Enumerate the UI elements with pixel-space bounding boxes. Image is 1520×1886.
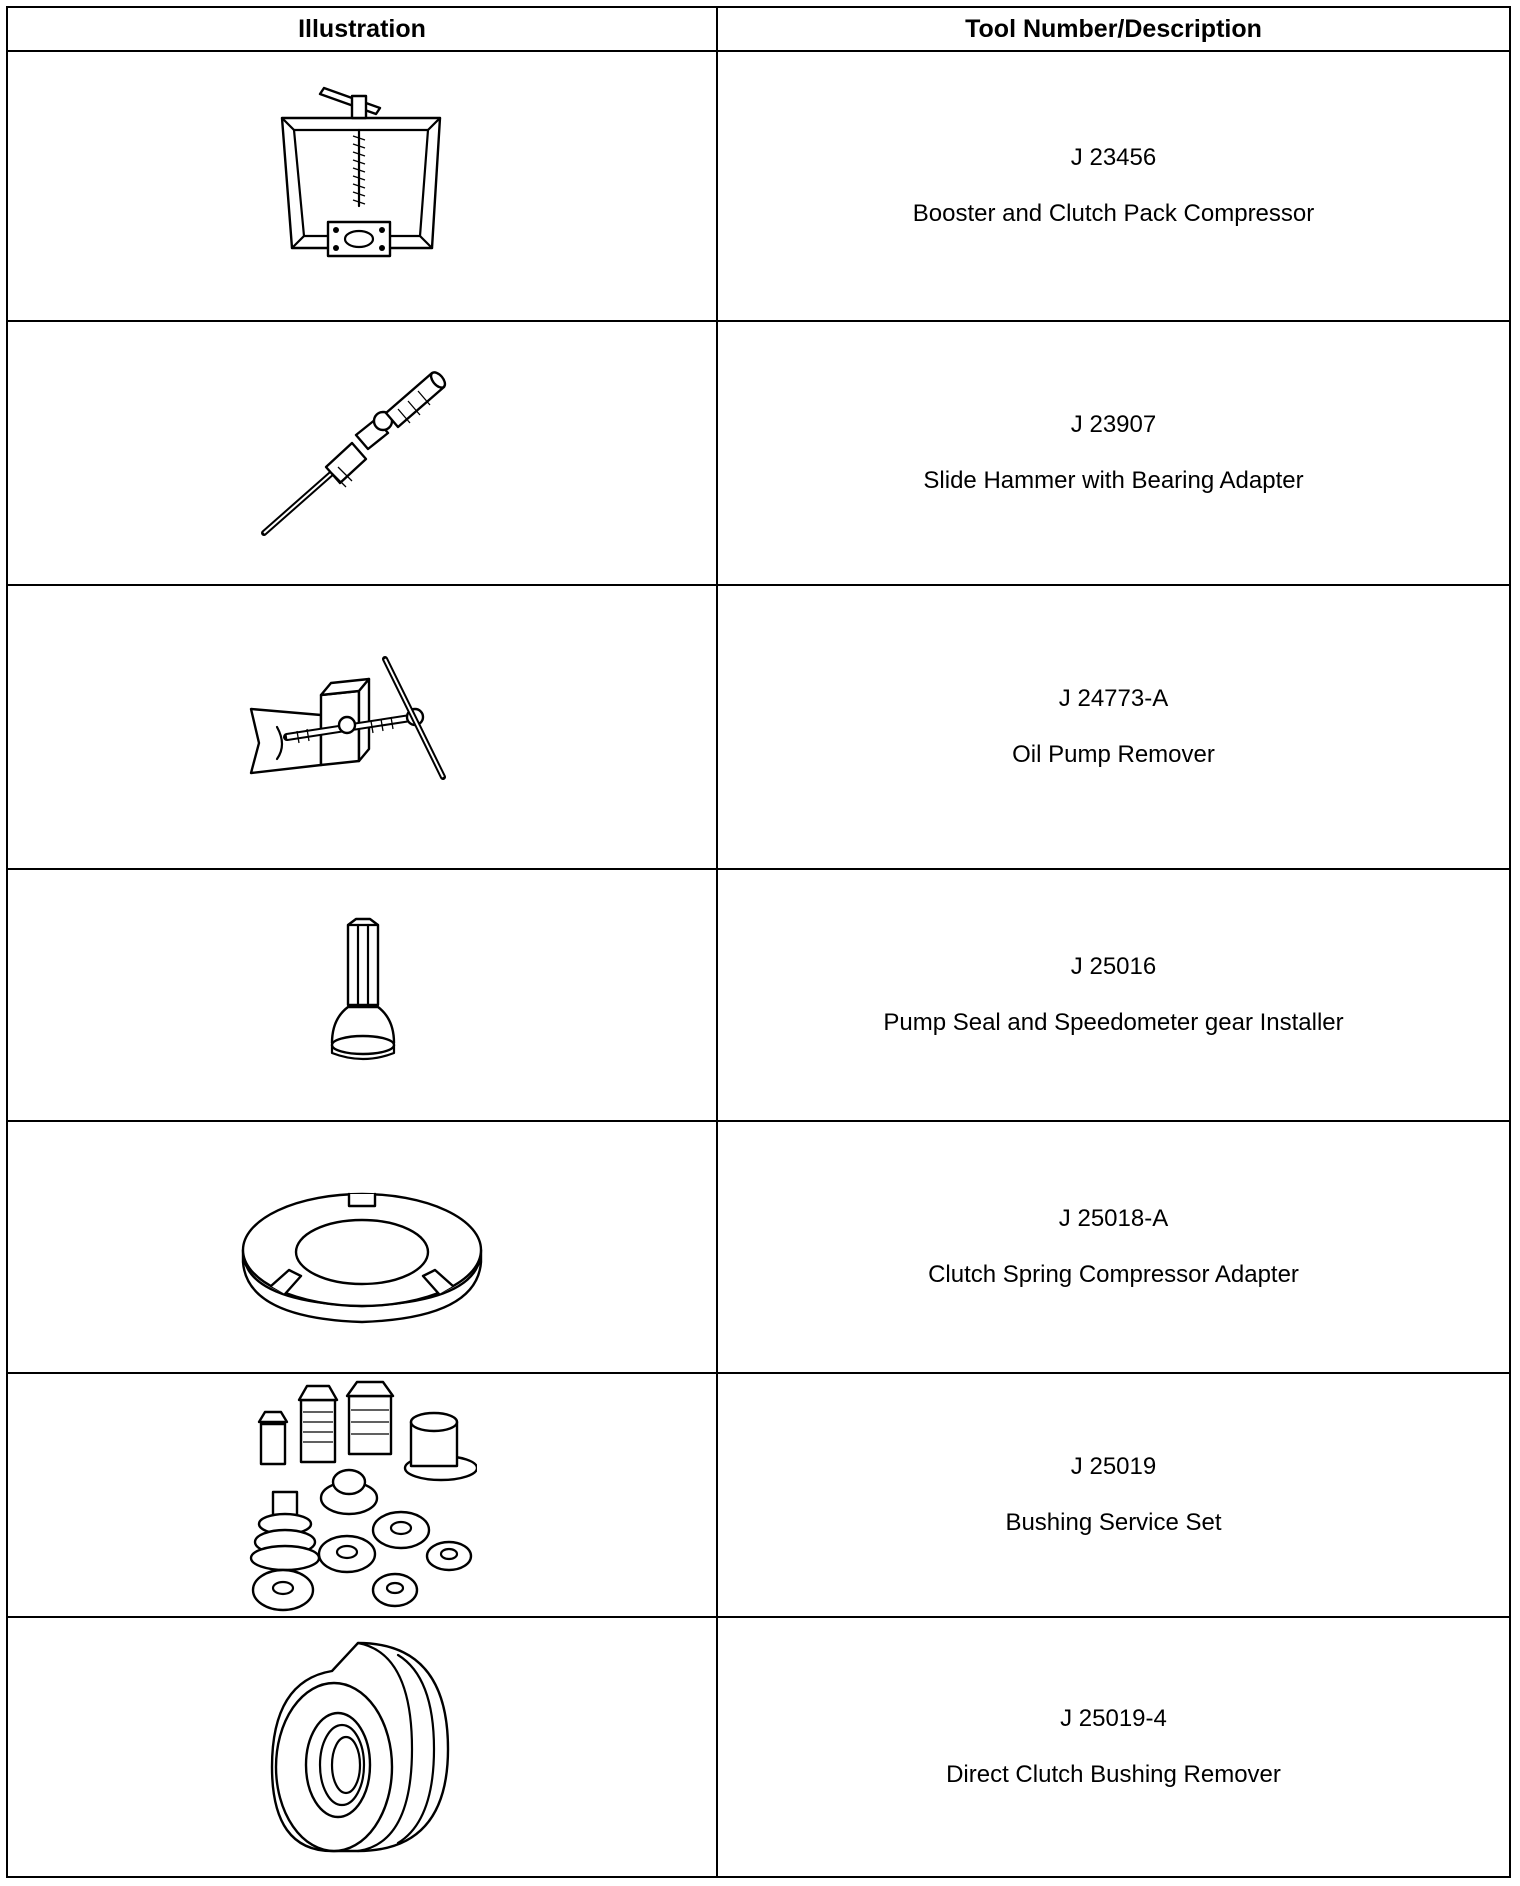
tool-cell [717, 51, 1510, 321]
tool-cell [717, 321, 1510, 585]
tool-description: Bushing Service Set [1005, 1509, 1222, 1536]
tool-description: Slide Hammer with Bearing Adapter [923, 467, 1304, 494]
tool-number: J 23907 [1070, 411, 1157, 438]
table-row [7, 1373, 1510, 1617]
table-row [7, 869, 1510, 1121]
bushing-set-icon [247, 1378, 477, 1612]
table-row [7, 1617, 1510, 1877]
illustration-header: Illustration [7, 7, 717, 51]
tool-header: Tool Number/Description [717, 7, 1510, 51]
tool-cell [717, 585, 1510, 869]
table-row [7, 1121, 1510, 1373]
table-row [7, 585, 1510, 869]
tool-number: J 25016 [1070, 953, 1157, 980]
seal-installer-icon [312, 915, 412, 1075]
tool-description: Direct Clutch Bushing Remover [946, 1761, 1281, 1788]
clutch-pack-compressor-icon [262, 86, 462, 286]
bushing-remover-icon [262, 1637, 462, 1857]
tool-description: Clutch Spring Compressor Adapter [928, 1261, 1299, 1288]
illustration-cell [7, 585, 717, 869]
oil-pump-remover-icon [247, 647, 477, 807]
illustration-cell [7, 321, 717, 585]
tool-cell [717, 1121, 1510, 1373]
special-tools-table [6, 6, 1511, 1878]
slide-hammer-icon [252, 363, 472, 543]
compressor-adapter-ring-icon [237, 1162, 487, 1332]
tool-number: J 25019 [1070, 1453, 1157, 1480]
tool-cell [717, 1373, 1510, 1617]
illustration-cell [7, 869, 717, 1121]
tool-cell [717, 869, 1510, 1121]
tool-number: J 25018-A [1058, 1205, 1169, 1232]
table-row [7, 51, 1510, 321]
illustration-cell [7, 1121, 717, 1373]
tool-number: J 25019-4 [1060, 1705, 1167, 1732]
tool-number: J 23456 [1070, 144, 1157, 171]
tool-description: Pump Seal and Speedometer gear Installer [883, 1009, 1344, 1036]
table-row [7, 321, 1510, 585]
tool-description: Oil Pump Remover [1012, 741, 1215, 768]
illustration-cell [7, 1373, 717, 1617]
illustration-cell [7, 51, 717, 321]
tool-cell [717, 1617, 1510, 1877]
tool-number: J 24773-A [1058, 685, 1169, 712]
tool-description: Booster and Clutch Pack Compressor [912, 200, 1315, 227]
illustration-cell [7, 1617, 717, 1877]
header-row [7, 7, 1510, 51]
